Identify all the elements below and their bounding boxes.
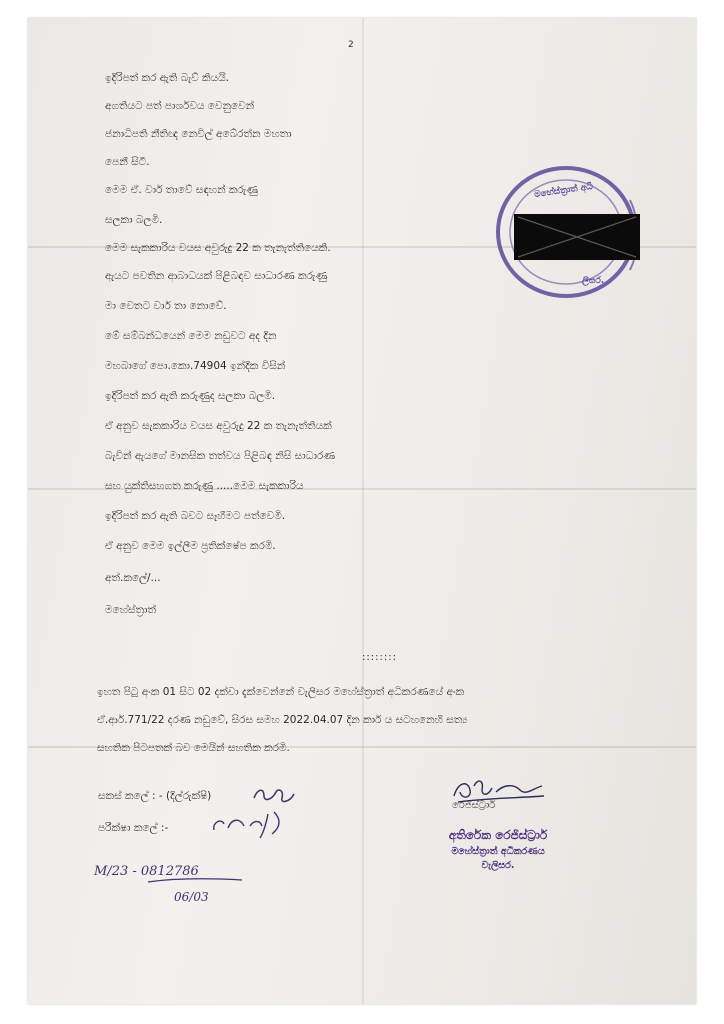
checker-signature: [210, 808, 300, 842]
registrar-stamp: [418, 828, 578, 871]
certification-line: ඒ.ආර්.771/22 දරණ නඩුවේ, සිරස සමහ 2022.04.07 දින කාර් ය සටහනෙහි සත්‍ය: [97, 714, 468, 726]
body-line: ඒ අනුව සැකකාරිය වයස අවුරුදු 22 ක තැනැත්තියක්: [105, 420, 332, 432]
body-line: සලකා බලමි.: [105, 214, 163, 226]
body-line: මෙම ඒ. වාර් තාවේ සඳහන් කරුණු: [105, 184, 258, 196]
registrar-title: රෙජිස්ට්‍රාර්: [452, 800, 496, 811]
fold-line: [362, 18, 364, 1004]
body-line: ඇයට පවතින ආබාධයක් පිළිබඳව සාධාරණ කරුණු: [105, 270, 328, 282]
magistrate-title: මහේස්ත්‍රාත්: [105, 604, 157, 616]
body-line: බැවින් ඇයගේ මානසික තත්වය පිළිබඳ නිසි සාධාරණ: [105, 450, 336, 462]
stamp-line: මහේස්ත්‍රාත් අධිකරණය: [451, 846, 545, 857]
body-line: මෙම සැකකාරිය වයස අවුරුදු 22 ක තැනැත්තියෙකි.: [105, 242, 331, 254]
body-line: මහබාගේ පො.කො.74904 ඉන්දික විසින්: [105, 360, 286, 372]
certification-line: ඉහත පිටු අංක 01 සිට 02 දක්වා දැක්වෙන්නේ වැලිසර මහේස්ත්‍රාත් අධිකරණයේ අංක: [97, 686, 465, 698]
body-line: ඉදිරිපත් කර ඇති බැව් කියයි.: [105, 72, 230, 84]
page-number: 2: [348, 40, 354, 50]
section-divider: ::::::::: [362, 652, 397, 663]
body-line: මේ සම්බන්ධයෙන් මෙම නඩුවට අද දින: [105, 330, 277, 342]
body-line: පෙනී සිටී.: [105, 156, 150, 168]
handwritten-date: 06/03: [174, 890, 209, 904]
body-line: ජනාධිපති නීතිඥ නෙවිල් අබේරත්න මහතා: [105, 128, 292, 140]
body-line: අත්.කලේ/...: [105, 572, 161, 584]
body-line: අගතියට පත් පාර්ශවය වෙනුවෙන්: [105, 100, 255, 112]
body-line: ඉදිරිපත් කර ඇති කරුණුද සලකා බලමි.: [105, 390, 276, 402]
checked-by-label: පරීක්ෂා කලේ :-: [98, 822, 169, 834]
redaction-box: [514, 214, 640, 260]
document-page: [28, 18, 696, 1004]
stamp-line: වැලිසර.: [481, 860, 515, 871]
initials-signature: [250, 784, 300, 806]
certification-line: සහතික පිටපතක් බව මෙයින් සහතික කරමි.: [97, 742, 290, 754]
handwritten-reference: M/23 - 0812786: [94, 864, 199, 879]
stamp-line: අතිරේක රෙජිස්ට්‍රාර්: [448, 828, 548, 842]
prepared-by-label: සකස් කලේ : - (දිල්රුක්ෂි): [98, 790, 212, 802]
seal-bottom-text: ලිසර.: [582, 276, 605, 286]
seal-top-text: මහේස්ත්‍රාත් අධි: [533, 181, 594, 201]
body-line: සහ යුක්තිසහගත කරුණු .....මෙම සැකකාරිය: [105, 480, 304, 492]
body-line: මා වෙතට වාර් තා නොවේ.: [105, 300, 227, 312]
body-line: ඉදිරිපත් කර ඇති බවට සෑහීමට පත්වෙමි.: [105, 510, 286, 522]
underline-stroke: [146, 874, 246, 888]
body-line: ඒ අනුව මෙම ඉල්ලීම ප්‍රතික්ෂේප කරමි.: [105, 540, 276, 552]
